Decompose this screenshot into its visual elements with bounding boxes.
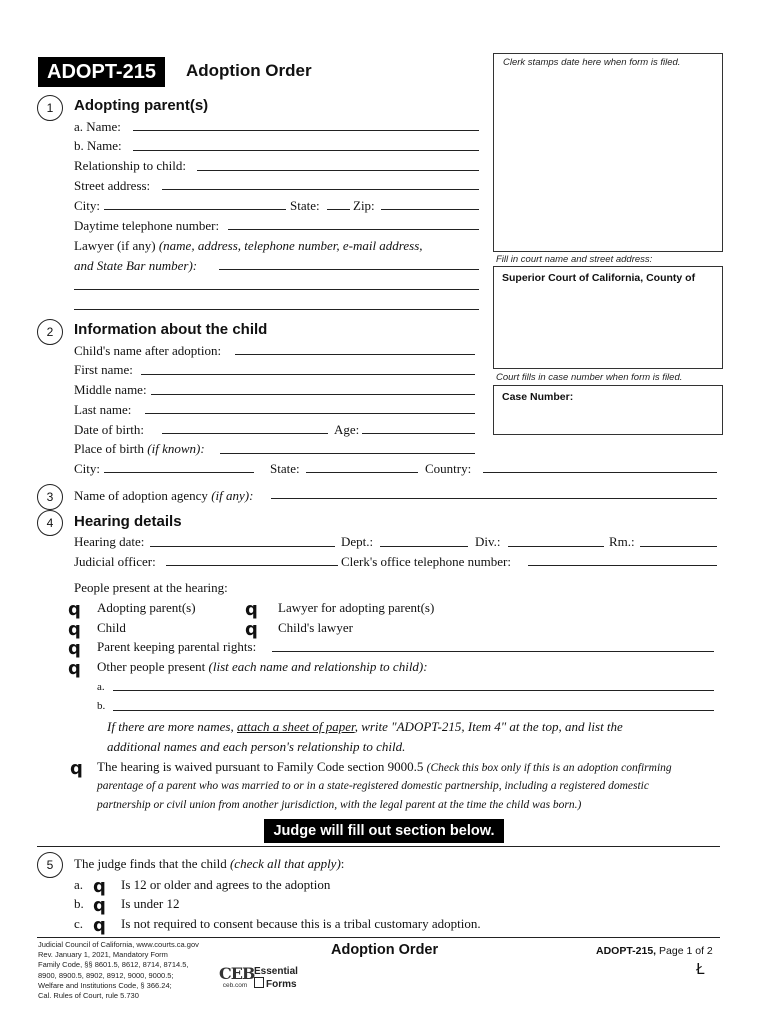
hearing-waived-label [97,759,672,775]
note-text-a: If there are more names, [107,719,237,734]
name-after-label: Child's name after adoption: [74,343,222,358]
checkbox-adopting-parents[interactable]: q [68,599,81,620]
officer-field[interactable] [166,565,338,566]
checkbox-child-lawyer[interactable]: q [245,619,258,640]
finds-italic: (check all that apply) [229,856,341,871]
hearing-date-label: Hearing date: [74,534,145,549]
court-name-label: Fill in court name and street address: [496,254,653,265]
rm-label: Rm.: [609,534,635,549]
phone-field[interactable] [228,229,479,230]
clerk-stamp-label: Clerk stamps date here when form is filed. [503,57,681,68]
lawyer-label [74,238,423,254]
city-label: City: [74,198,101,213]
child-city-field[interactable] [104,472,254,473]
div-label: Div.: [475,534,501,549]
parental-rights-field[interactable] [272,651,714,652]
finding-a-text: Is 12 or older and agrees to the adoption [121,877,331,892]
zip-field[interactable] [381,209,479,210]
middle-name-field[interactable] [151,394,475,395]
form-title: Adoption Order [186,61,312,80]
checkbox-child[interactable]: q [68,619,81,640]
country-field[interactable] [483,472,717,473]
opt-other-people [97,659,428,675]
forms-icon [254,977,264,988]
section-5-number: 5 [37,852,63,878]
form-id-badge: ADOPT-215 [38,57,165,87]
street-label: Street address: [74,178,151,193]
clerk-stamp-box [493,53,723,252]
first-name-field[interactable] [141,374,475,375]
opt-child: Child [97,620,126,635]
footer-mark: Ł [696,960,705,978]
judge-banner: Judge will fill out section below. [264,819,504,843]
footer-line-5: Welfare and Institutions Code, § 366.24; [38,980,172,990]
more-names-note-2: additional names and each person's relationship to child. [107,739,406,754]
waived-line-2: parentage of a parent who was married to or in a state-registered domestic partnership, including a registered domestic [97,780,649,792]
state-label: State: [290,198,320,213]
pob-field[interactable] [220,453,475,454]
zip-label: Zip: [353,198,375,213]
opt-other-text: Other people present [97,659,209,674]
court-name-value: Superior Court of California, County of [502,272,696,284]
section-1-heading: Adopting parent(s) [74,97,209,114]
hearing-date-field[interactable] [150,546,335,547]
finding-a-letter: a. [74,877,84,892]
relationship-label: Relationship to child: [74,158,186,173]
parent-a-name-field[interactable] [133,130,479,131]
waived-line-3: partnership or civil union from another jurisdiction, with the legal parent at the time the child was born.) [97,799,582,811]
agency-label [74,488,253,504]
section-2-number: 2 [37,319,63,345]
parent-a-name-label: a. Name: [74,119,121,134]
state-field[interactable] [327,209,350,210]
relationship-field[interactable] [197,170,479,171]
other-b-field[interactable] [113,710,714,711]
lawyer-field-2[interactable] [74,289,479,290]
checkbox-finding-c[interactable]: q [93,915,106,936]
opt-child-lawyer: Child's lawyer [278,620,353,635]
agency-label-text: Name of adoption agency [74,488,212,503]
other-a-label: a. [97,681,105,693]
agency-field[interactable] [271,498,717,499]
lawyer-field-1[interactable] [219,269,479,270]
finding-c-text: Is not required to consent because this is a tribal customary adoption. [121,916,481,931]
other-b-label: b. [97,700,106,712]
banner-rule [37,846,720,847]
dob-field[interactable] [162,433,328,434]
checkbox-parental-rights[interactable]: q [68,638,81,659]
finding-b-text: Is under 12 [121,896,180,911]
checkbox-hearing-waived[interactable]: q [70,758,83,779]
finds-colon: : [340,856,345,871]
note-link: attach a sheet of paper [236,719,355,734]
footer-line-3: Family Code, §§ 8601.5, 8612, 8714, 8714.5, [38,960,189,970]
ceb-logo [219,964,255,989]
finding-c-letter: c. [74,916,84,931]
first-name-label: First name: [74,362,133,377]
lawyer-field-3[interactable] [74,309,479,310]
court-name-box[interactable] [493,266,723,369]
case-number-box[interactable] [493,385,723,435]
lawyer-label-2: and State Bar number): [74,258,198,273]
essential-word: Essential [254,966,298,977]
lawyer-label-text: Lawyer (if any) [74,238,159,253]
officer-label: Judicial officer: [74,554,156,569]
child-city-label: City: [74,461,101,476]
dept-label: Dept.: [341,534,374,549]
footer-line-4: 8900, 8900.5, 8902, 8912, 9000, 9000.5; [38,970,174,980]
forms-row [254,977,298,990]
lawyer-label-italic: (name, address, telephone number, e-mail address, [158,238,423,253]
case-number-note: Court fills in case number when form is filed. [496,372,683,383]
footer-line-6: Cal. Rules of Court, rule 5.730 [38,991,139,1001]
section-2-heading: Information about the child [74,321,268,338]
checkbox-finding-a[interactable]: q [93,876,106,897]
street-field[interactable] [162,189,479,190]
note-text-c: , write "ADOPT-215, Item 4" at the top, and list the [354,719,623,734]
more-names-note [107,719,623,735]
middle-name-label: Middle name: [74,382,147,397]
rm-field[interactable] [640,546,717,547]
footer-page: Page 1 of 2 [659,945,713,957]
finds-text: The judge finds that the child [74,856,230,871]
agency-label-italic: (if any): [211,488,254,503]
opt-adopting-parents: Adopting parent(s) [97,600,196,615]
parent-b-name-label: b. Name: [74,138,122,153]
footer-line-2: Rev. January 1, 2021, Mandatory Form [38,950,168,960]
section-4-number: 4 [37,510,63,536]
waived-italic: (Check this box only if this is an adoption confirming [426,762,672,774]
waived-text: The hearing is waived pursuant to Family Code section 9000.5 [97,759,427,774]
clerk-phone-label: Clerk's office telephone number: [341,554,511,569]
country-label: Country: [425,461,472,476]
age-label: Age: [334,422,360,437]
finding-b-letter: b. [74,896,84,911]
pob-label-italic: (if known): [147,441,205,456]
pob-label-text: Place of birth [74,441,148,456]
clerk-phone-field[interactable] [528,565,717,566]
other-a-field[interactable] [113,690,714,691]
checkbox-finding-b[interactable]: q [93,895,106,916]
footer-citations [38,940,199,1001]
last-name-label: Last name: [74,402,132,417]
opt-parental-rights: Parent keeping parental rights: [97,639,257,654]
dob-label: Date of birth: [74,422,145,437]
ceb-logo-url: ceb.com [222,982,248,989]
checkbox-lawyer-parents[interactable]: q [245,599,258,620]
footer-form-id: ADOPT-215, [596,945,657,957]
forms-word: Forms [266,979,297,990]
footer-page-info [596,945,713,957]
section-1-number: 1 [37,95,63,121]
div-field[interactable] [508,546,604,547]
child-state-field[interactable] [306,472,418,473]
judge-finds-label [74,856,344,872]
opt-lawyer-parents: Lawyer for adopting parent(s) [278,600,435,615]
dept-field[interactable] [380,546,468,547]
last-name-field[interactable] [145,413,475,414]
section-3-number: 3 [37,484,63,510]
checkbox-other-people[interactable]: q [68,658,81,679]
parent-b-name-field[interactable] [133,150,479,151]
pob-label [74,441,205,457]
age-field[interactable] [362,433,475,434]
footer-line-1: Judicial Council of California, www.courts.ca.gov [38,940,199,949]
case-number-label: Case Number: [502,391,574,403]
people-present-label: People present at the hearing: [74,580,228,595]
footer-rule [37,937,720,938]
opt-other-italic: (list each name and relationship to child): [208,659,428,674]
phone-label: Daytime telephone number: [74,218,220,233]
city-field[interactable] [104,209,286,210]
ceb-logo-mark: CEB [219,964,255,983]
section-4-heading: Hearing details [74,513,182,530]
essential-forms-logo [254,966,298,990]
name-after-field[interactable] [235,354,475,355]
footer-title: Adoption Order [331,942,439,958]
child-state-label: State: [270,461,300,476]
